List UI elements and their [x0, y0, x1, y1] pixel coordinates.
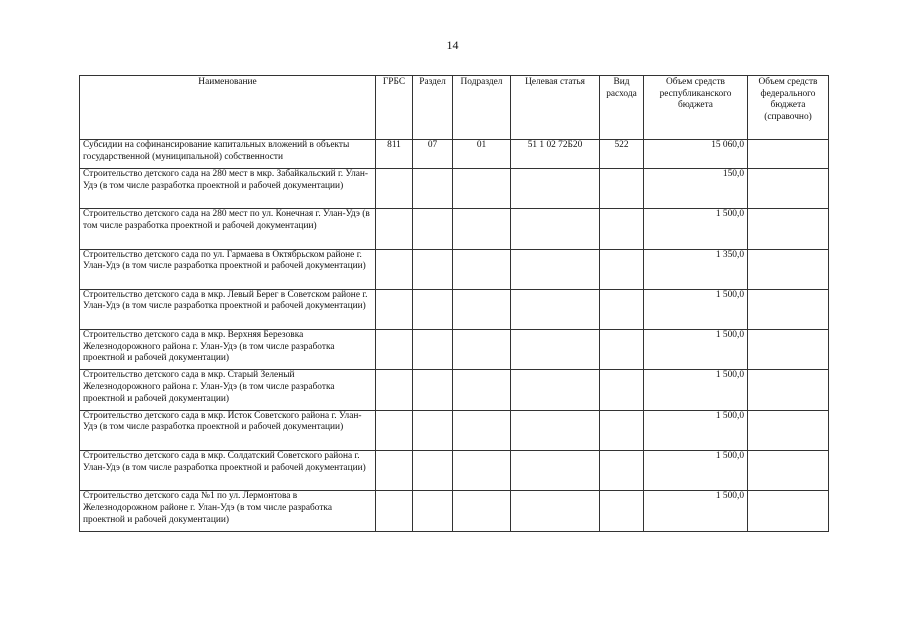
cell-expense-type — [600, 289, 644, 329]
cell-republic-budget: 1 350,0 — [644, 249, 748, 289]
cell-expense-type — [600, 169, 644, 209]
cell-grbs — [376, 209, 413, 249]
cell-name: Строительство детского сада №1 по ул. Лермонтова в Железнодорожном районе г. Улан-Удэ (в том числе разработка проектной и рабочей документации) — [80, 491, 376, 531]
cell-subsection — [453, 410, 511, 450]
table-row — [80, 209, 829, 249]
cell-section — [413, 370, 453, 410]
cell-target-article — [511, 491, 600, 531]
cell-section — [413, 451, 453, 491]
cell-republic-budget: 1 500,0 — [644, 330, 748, 370]
cell-subsection — [453, 330, 511, 370]
header-expense-type: Вид расхода — [600, 76, 644, 140]
cell-section — [413, 289, 453, 329]
cell-federal-budget — [748, 491, 829, 531]
cell-grbs — [376, 289, 413, 329]
cell-expense-type — [600, 410, 644, 450]
cell-federal-budget — [748, 140, 829, 169]
cell-subsection — [453, 370, 511, 410]
cell-name: Строительство детского сада по ул. Гармаева в Октябрьском районе г. Улан-Удэ (в том числе разработка проектной и рабочей документации) — [80, 249, 376, 289]
cell-grbs — [376, 451, 413, 491]
cell-republic-budget: 1 500,0 — [644, 289, 748, 329]
cell-expense-type — [600, 370, 644, 410]
cell-subsection — [453, 451, 511, 491]
table-row — [80, 451, 829, 491]
cell-republic-budget: 1 500,0 — [644, 451, 748, 491]
table-row — [80, 330, 829, 370]
cell-grbs — [376, 370, 413, 410]
cell-grbs — [376, 410, 413, 450]
cell-republic-budget: 1 500,0 — [644, 209, 748, 249]
cell-grbs — [376, 169, 413, 209]
cell-grbs: 811 — [376, 140, 413, 169]
cell-subsection — [453, 169, 511, 209]
cell-republic-budget: 1 500,0 — [644, 370, 748, 410]
cell-target-article — [511, 209, 600, 249]
table-row — [80, 169, 829, 209]
header-name: Наименование — [80, 76, 376, 140]
header-section: Раздел — [413, 76, 453, 140]
cell-name: Строительство детского сада в мкр. Солдатский Советского района г. Улан-Удэ (в том числе разработка проектной и рабочей документации) — [80, 451, 376, 491]
cell-republic-budget: 15 060,0 — [644, 140, 748, 169]
cell-section — [413, 209, 453, 249]
cell-name: Строительство детского сада в мкр. Верхняя Березовка Железнодорожного района г. Улан-Удэ (в том числе разработка проектной и рабочей документации) — [80, 330, 376, 370]
cell-expense-type — [600, 209, 644, 249]
cell-grbs — [376, 491, 413, 531]
cell-expense-type: 522 — [600, 140, 644, 169]
cell-name: Строительство детского сада на 280 мест по ул. Конечная г. Улан-Удэ (в том числе разработка проектной и рабочей документации) — [80, 209, 376, 249]
cell-subsection — [453, 249, 511, 289]
cell-name: Строительство детского сада в мкр. Левый Берег в Советском районе г. Улан-Удэ (в том числе разработка проектной и рабочей документации) — [80, 289, 376, 329]
cell-name: Строительство детского сада в мкр. Старый Зеленый Железнодорожного района г. Улан-Удэ (в том числе разработка проектной и рабочей документации) — [80, 370, 376, 410]
header-grbs: ГРБС — [376, 76, 413, 140]
cell-target-article — [511, 289, 600, 329]
cell-target-article — [511, 249, 600, 289]
cell-expense-type — [600, 249, 644, 289]
cell-republic-budget: 1 500,0 — [644, 491, 748, 531]
table-header-row — [80, 76, 829, 140]
cell-target-article — [511, 169, 600, 209]
cell-expense-type — [600, 451, 644, 491]
cell-target-article — [511, 330, 600, 370]
cell-federal-budget — [748, 249, 829, 289]
table-row — [80, 249, 829, 289]
cell-section — [413, 330, 453, 370]
cell-federal-budget — [748, 209, 829, 249]
cell-subsection — [453, 491, 511, 531]
cell-grbs — [376, 249, 413, 289]
header-subsection: Подраздел — [453, 76, 511, 140]
cell-subsection — [453, 209, 511, 249]
header-target-article: Целевая статья — [511, 76, 600, 140]
cell-name: Строительство детского сада на 280 мест в мкр. Забайкальский г. Улан-Удэ (в том числе разработка проектной и рабочей документации) — [80, 169, 376, 209]
cell-subsection — [453, 289, 511, 329]
cell-subsection: 01 — [453, 140, 511, 169]
cell-expense-type — [600, 491, 644, 531]
table-row — [80, 410, 829, 450]
cell-name: Строительство детского сада в мкр. Исток Советского района г. Улан-Удэ (в том числе разработка проектной и рабочей документации) — [80, 410, 376, 450]
cell-federal-budget — [748, 330, 829, 370]
cell-republic-budget: 150,0 — [644, 169, 748, 209]
table-body — [80, 140, 829, 532]
cell-grbs — [376, 330, 413, 370]
cell-section: 07 — [413, 140, 453, 169]
budget-table — [79, 75, 829, 532]
cell-federal-budget — [748, 451, 829, 491]
cell-section — [413, 249, 453, 289]
cell-federal-budget — [748, 410, 829, 450]
page-number: 14 — [446, 38, 459, 52]
cell-section — [413, 169, 453, 209]
cell-target-article — [511, 370, 600, 410]
cell-section — [413, 410, 453, 450]
cell-target-article — [511, 451, 600, 491]
cell-expense-type — [600, 330, 644, 370]
table-row — [80, 140, 829, 169]
cell-target-article: 51 1 02 72Б20 — [511, 140, 600, 169]
table-row — [80, 289, 829, 329]
cell-federal-budget — [748, 370, 829, 410]
cell-section — [413, 491, 453, 531]
header-republic-budget: Объем средств республиканского бюджета — [644, 76, 748, 140]
cell-federal-budget — [748, 289, 829, 329]
header-federal-budget: Объем средств федерального бюджета (справочно) — [748, 76, 829, 140]
table-row — [80, 370, 829, 410]
cell-federal-budget — [748, 169, 829, 209]
cell-target-article — [511, 410, 600, 450]
table-row — [80, 491, 829, 531]
cell-name: Субсидии на софинансирование капитальных вложений в объекты государственной (муниципальной) собственности — [80, 140, 376, 169]
cell-republic-budget: 1 500,0 — [644, 410, 748, 450]
